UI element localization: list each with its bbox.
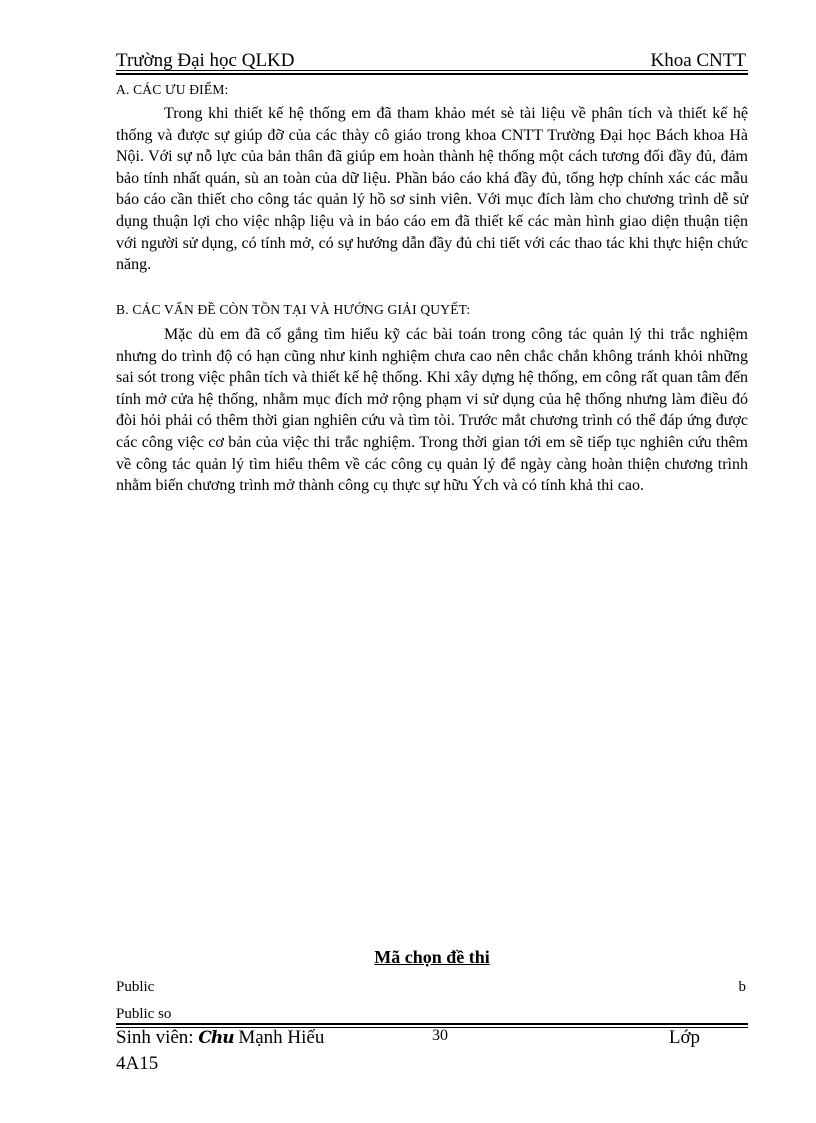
section-a-heading: A. CÁC ƯU ĐIỂM: [116,82,229,97]
code-section-title: Mã chọn đề thi [374,947,490,967]
class-label: Lớp [668,1027,700,1048]
class-code: 4A15 [116,1053,159,1074]
header-rule-thin [116,70,748,71]
code-line-1-right: b [738,979,746,995]
page-header [116,50,748,72]
code-line-1 [116,979,748,996]
section-a-paragraph: Trong khi thiết kế hệ thống em đã tham khảo mét sè tài liệu về phân tích và thiết kế hệ thống và được sự giúp đỡ của các thày cô giáo trong khoa CNTT Trường Đại học Bách khoa Hà Nội. Với sự nỗ lực của bản thân đã giúp em hoàn thành hệ thống một cách tương đối đầy đủ, đảm bảo tính nhất quán, sù an toàn của dữ liệu. Phần báo cáo khá đầy đủ, tổng hợp chính xác các mẫu báo cáo cần thiết cho công tác quản lý hồ sơ sinh viên. Với mục đích làm cho chương trình dễ sử dụng thuận lợi cho việc nhập liệu và in báo cáo em đã thiết kế các màn hình giao diện thuận tiện với người sử dụng, có tính mở, có sự hướng dẫn đầy đủ chi tiết với các thao tác khi thực hiện chức năng. [116,105,748,274]
section-b-paragraph: Mặc dù em đã cố gắng tìm hiểu kỹ các bài toán trong công tác quản lý thi trắc nghiệm nhưng do trình độ có hạn cũng như kinh nghiệm chưa cao nên chắc chắn không tránh khỏi những sai sót trong việc phân tích và thiết kế hệ thống. Khi xây dựng hệ thống, em công rất quan tâm đến tính mở cửa hệ thống, nhằm mục đích mở rộng phạm vi sử dụng của hệ thống nhưng làm điều đó đòi hỏi phải có thêm thời gian nghiên cứu và tìm tòi. Trước mắt chương trình có thể đáp ứng được các công việc cơ bản của việc thi trắc nghiệm. Trong thời gian tới em sẽ tiếp tục nghiên cứu thêm về công tác quản lý tìm hiểu thêm về các công cụ quản lý để ngày càng hoàn thiện chương trình nhằm biến chương trình mở thành công cụ thực sự hữu Ých và có tính khả thi cao. [116,326,748,495]
header-faculty: Khoa CNTT [650,50,746,71]
student-label: Sinh viên: [116,1027,194,1048]
student-signature: Chu [198,1028,234,1048]
code-line-2: Public so [116,1006,172,1022]
section-b-heading: B. CÁC VẤN ĐỀ CÒN TỒN TẠI VÀ HƯỚNG GIẢI QUYẾT: [116,302,471,317]
footer-student [116,1027,324,1049]
footer-rule-thick [116,1023,748,1025]
student-name: Mạnh Hiếu [238,1027,325,1048]
header-rule-thick [116,73,748,75]
code-line-1-left: Public [116,979,155,995]
header-university: Trường Đại học QLKD [116,50,295,71]
page-number: 30 [432,1027,448,1044]
